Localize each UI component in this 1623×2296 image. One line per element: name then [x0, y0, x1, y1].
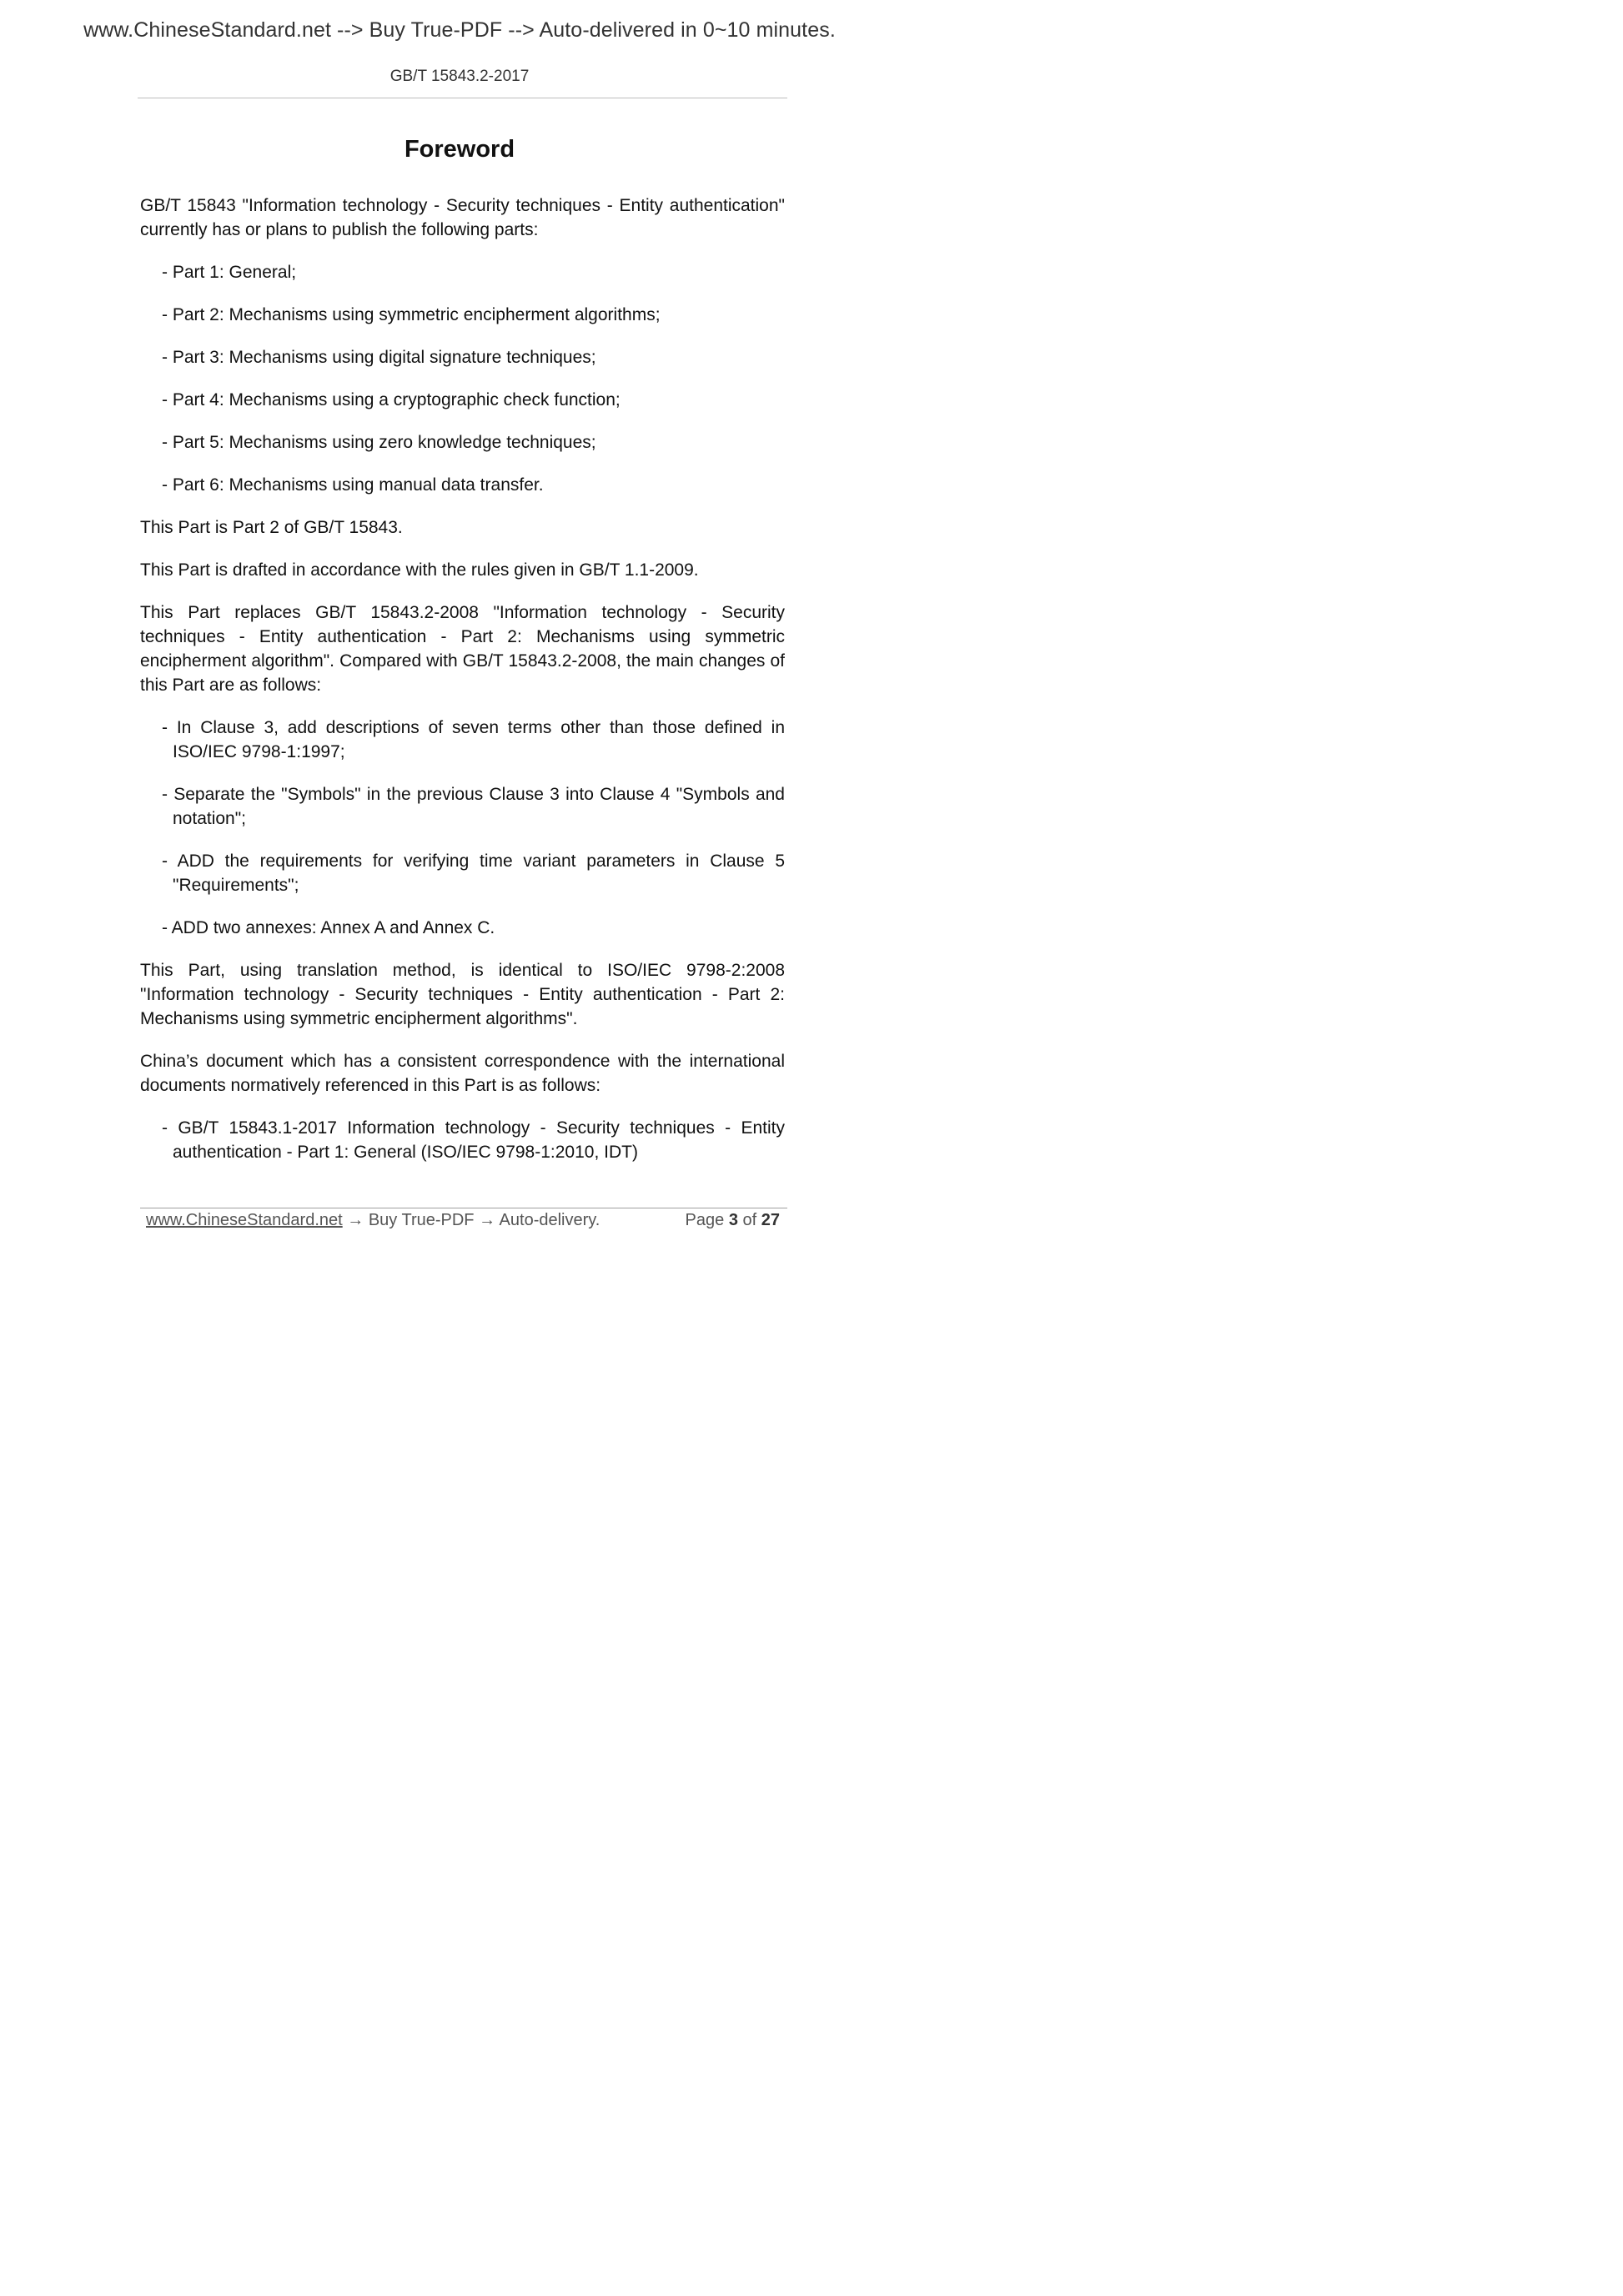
list-item: - Part 4: Mechanisms using a cryptographic check function; [162, 390, 621, 409]
footer-delivery-text: Auto-delivery. [499, 1211, 600, 1229]
intro-paragraph: GB/T 15843 "Information technology - Security techniques - Entity authentication" currently has or plans to publish the following parts: [140, 196, 785, 239]
china-correspondence-paragraph: China’s document which has a consistent correspondence with the international documents normatively referenced in this Part is as follows: [140, 1052, 785, 1095]
page-footer [146, 1211, 780, 1233]
foreword-body [140, 193, 785, 1183]
page-number: 3 [728, 1211, 738, 1229]
document-code: GB/T 15843.2-2017 [389, 68, 530, 85]
footer-buy-text: Buy True-PDF [368, 1211, 475, 1229]
page-title: Foreword [404, 136, 515, 163]
list-item: - ADD the requirements for verifying time variant parameters in Clause 5 "Requirements"; [162, 852, 785, 895]
part2-paragraph: This Part is Part 2 of GB/T 15843. [140, 518, 403, 537]
of-label: of [742, 1211, 757, 1229]
list-item: - Part 2: Mechanisms using symmetric encipherment algorithms; [162, 305, 661, 324]
list-item: - Separate the "Symbols" in the previous Clause 3 into Clause 4 "Symbols and notation"; [162, 785, 785, 828]
top-banner: www.ChineseStandard.net --> Buy True-PDF --> Auto-delivered in 0~10 minutes. [83, 18, 836, 42]
list-item: - In Clause 3, add descriptions of seven terms other than those defined in ISO/IEC 9798-1:1997; [162, 718, 785, 761]
arrow-icon: → [342, 1211, 369, 1229]
list-item: - ADD two annexes: Annex A and Annex C. [162, 918, 495, 937]
list-item: - Part 1: General; [162, 263, 297, 282]
list-item: - Part 6: Mechanisms using manual data transfer. [162, 475, 544, 495]
footer-left [146, 1211, 600, 1230]
page-label: Page [685, 1211, 725, 1229]
page-total: 27 [761, 1211, 780, 1229]
page-indicator [686, 1211, 780, 1230]
list-item: - GB/T 15843.1-2017 Information technology - Security techniques - Entity authentication - Part 1: General (ISO/IEC 9798-1:2010, IDT) [162, 1118, 785, 1162]
site-link[interactable]: www.ChineseStandard.net [146, 1211, 343, 1229]
replaces-paragraph: This Part replaces GB/T 15843.2-2008 "Information technology - Security techniques - Entity authentication - Part 2: Mechanisms using symmetric encipherment algorithm". Compared with GB/T 15843.2-2008, the main changes of this Part are as follows: [140, 603, 785, 695]
identical-paragraph: This Part, using translation method, is identical to ISO/IEC 9798-2:2008 "Information technology - Security techniques - Entity authentication - Part 2: Mechanisms using symmetric encipherment algorithms". [140, 961, 785, 1028]
drafted-paragraph: This Part is drafted in accordance with the rules given in GB/T 1.1-2009. [140, 560, 699, 580]
list-item: - Part 5: Mechanisms using zero knowledge techniques; [162, 433, 596, 452]
list-item: - Part 3: Mechanisms using digital signature techniques; [162, 348, 596, 367]
arrow-icon: → [474, 1211, 500, 1229]
